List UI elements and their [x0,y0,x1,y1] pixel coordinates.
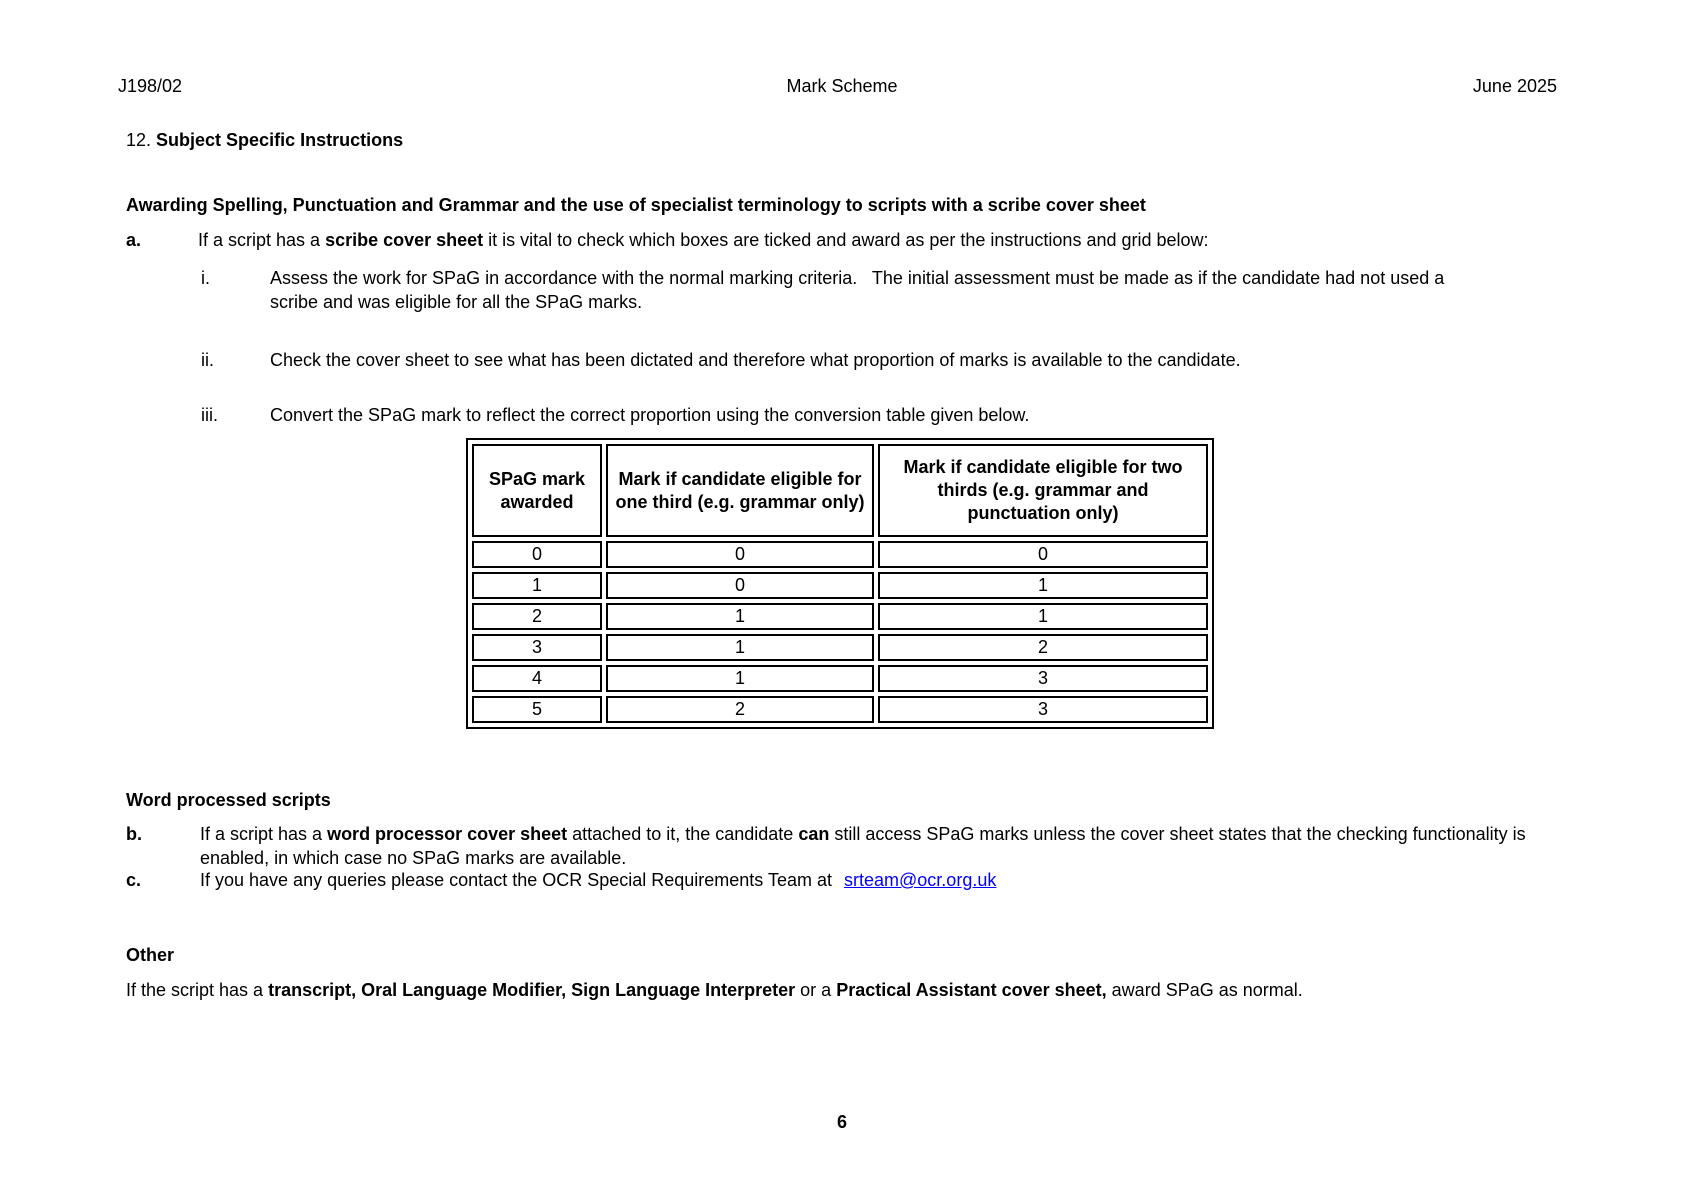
list-marker-iii: iii. [201,405,218,425]
list-item-i-text: Assess the work for SPaG in accordance with the normal marking criteria. The initial assessment must be made as if the candidate had not used a scribe and was eligible for all the SPaG marks. [270,268,1450,312]
other-paragraph: If the script has a transcript, Oral Language Modifier, Sign Language Interpreter or a Practical Assistant cover sheet, award SPaG as normal. [126,980,1303,1000]
table-row [472,572,1208,599]
table-row [472,541,1208,568]
cell: 4 [472,665,602,692]
col-header-two-thirds: Mark if candidate eligible for two thirds (e.g. grammar and punctuation only) [878,444,1208,537]
page-number: 6 [836,1112,847,1132]
cell: 1 [878,572,1208,599]
cell: 1 [472,572,602,599]
table-row [472,696,1208,723]
col-header-one-third: Mark if candidate eligible for one third (e.g. grammar only) [606,444,874,537]
list-item-i [201,266,1455,314]
cell: 5 [472,696,602,723]
cell: 2 [878,634,1208,661]
list-marker-ii: ii. [201,350,214,370]
list-item-c-text: If you have any queries please contact the OCR Special Requirements Team at srteam@ocr.org.uk [200,870,997,890]
table-row [472,603,1208,630]
list-item-c [126,868,996,892]
col-header-spag-mark: SPaG mark awarded [472,444,602,537]
section-title: Subject Specific Instructions [156,130,404,150]
cell: 0 [472,541,602,568]
other-heading: Other [126,945,175,965]
cell: 0 [606,541,874,568]
table-header-row [472,444,1208,537]
header-title: Mark Scheme [786,76,898,96]
cell: 0 [878,541,1208,568]
header-paper-code: J198/02 [118,76,183,96]
cell: 0 [606,572,874,599]
list-item-b [126,822,1552,870]
list-item-a-text: If a script has a scribe cover sheet it is vital to check which boxes are ticked and award as per the instructions and grid below: [198,230,1209,250]
section-heading [126,128,403,152]
list-item-a [126,228,1209,252]
list-item-b-text: If a script has a word processor cover sheet attached to it, the candidate can still access SPaG marks unless the cover sheet states that the checking functionality is enabled, in which case no SPaG marks are available. [200,824,1526,868]
cell: 1 [606,603,874,630]
list-marker-c: c. [126,870,142,890]
list-item-iii-text: Convert the SPaG mark to reflect the correct proportion using the conversion table given below. [270,405,1030,425]
header-date: June 2025 [1472,76,1557,96]
spag-conversion-table [466,438,1214,729]
cell: 2 [606,696,874,723]
email-link[interactable]: srteam@ocr.org.uk [844,870,997,890]
table-row [472,634,1208,661]
word-processed-heading: Word processed scripts [126,790,331,810]
section-number: 12. [126,130,157,150]
cell: 3 [472,634,602,661]
cell: 3 [878,665,1208,692]
list-marker-a: a. [126,230,142,250]
list-item-ii-text: Check the cover sheet to see what has been dictated and therefore what proportion of marks is available to the candidate. [270,350,1241,370]
scribe-heading: Awarding Spelling, Punctuation and Grammar and the use of specialist terminology to scripts with a scribe cover sheet [126,195,1146,215]
cell: 2 [472,603,602,630]
list-marker-b: b. [126,824,142,844]
table-row [472,665,1208,692]
cell: 1 [606,665,874,692]
list-item-ii [201,348,1241,372]
cell: 3 [878,696,1208,723]
cell: 1 [606,634,874,661]
list-item-iii [201,403,1029,427]
cell: 1 [878,603,1208,630]
list-marker-i: i. [201,268,210,288]
